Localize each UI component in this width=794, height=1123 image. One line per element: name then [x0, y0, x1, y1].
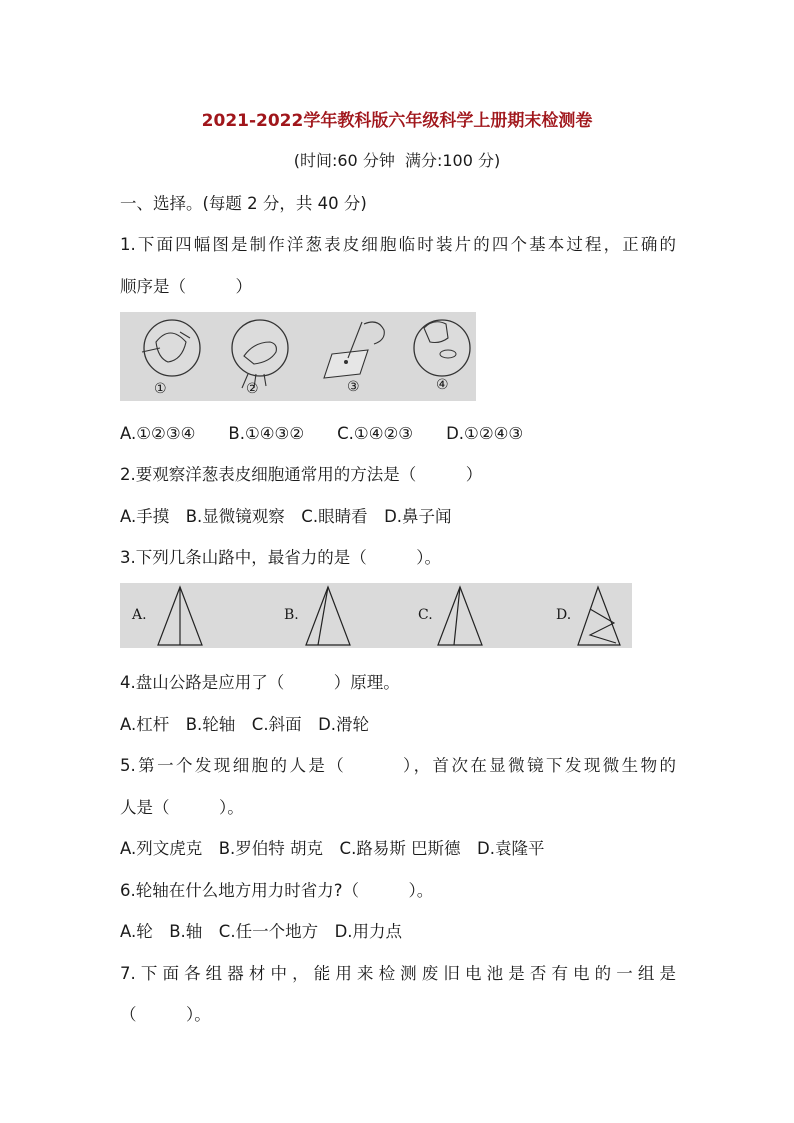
question-1-figure — [120, 312, 476, 401]
question-2-options: A.手摸 B.显微镜观察 C.眼睛看 D.鼻子闻 — [120, 507, 452, 526]
exam-info: (时间:60 分钟 满分:100 分) — [293, 151, 501, 170]
question-4-text: 4.盘山公路是应用了（ ）原理。 — [120, 673, 400, 692]
question-3-text: 3.下列几条山路中，最省力的是（ ）。 — [120, 548, 441, 567]
question-5-text-cont: 人是（ ）。 — [120, 798, 244, 817]
figure-label-4: ④ — [436, 377, 449, 393]
question-7-text: 7.下面各组器材中，能用来检测废旧电池是否有电的一组是 — [120, 964, 676, 983]
question-7-text-cont: （ ）。 — [120, 1005, 211, 1024]
question-6-text: 6.轮轴在什么地方用力时省力?（ ）。 — [120, 881, 434, 900]
question-5-text: 5.第一个发现细胞的人是（ ），首次在显微镜下发现微生物的 — [120, 756, 676, 775]
section-heading: 一、选择。(每题 2 分，共 40 分) — [120, 194, 367, 213]
question-2-text: 2.要观察洋葱表皮细胞通常用的方法是（ ） — [120, 465, 483, 484]
figure-label-c: C. — [418, 607, 433, 623]
figure-label-b: B. — [284, 607, 299, 623]
figure-label-3: ③ — [347, 379, 360, 395]
page-title: 2021-2022学年教科版六年级科学上册期末检测卷 — [201, 111, 593, 131]
question-3-figure — [120, 583, 632, 648]
question-5-options: A.列文虎克 B.罗伯特 胡克 C.路易斯 巴斯德 D.袁隆平 — [120, 839, 545, 858]
onion-slide-steps-illustration — [120, 312, 476, 401]
figure-label-1: ① — [154, 381, 167, 397]
figure-label-d: D. — [556, 607, 572, 623]
question-1-text-cont: 顺序是（ ） — [120, 277, 252, 296]
question-6-options: A.轮 B.轴 C.任一个地方 D.用力点 — [120, 922, 403, 941]
figure-label-a: A. — [132, 607, 147, 623]
question-1-options: A.①②③④ B.①④③② C.①④②③ D.①②④③ — [120, 424, 524, 443]
question-1-text: 1.下面四幅图是制作洋葱表皮细胞临时装片的四个基本过程，正确的 — [120, 235, 676, 254]
figure-label-2: ② — [246, 381, 259, 397]
question-4-options: A.杠杆 B.轮轴 C.斜面 D.滑轮 — [120, 715, 370, 734]
